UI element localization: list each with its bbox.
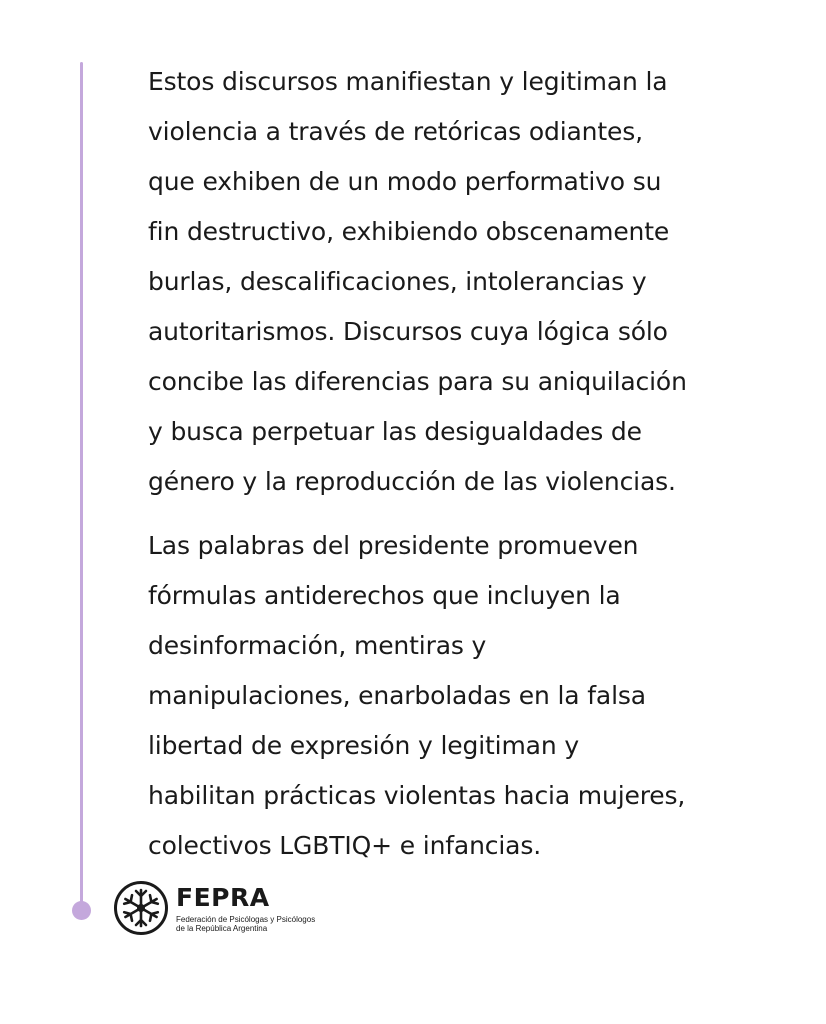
text-line: libertad de expresión y legitiman y bbox=[148, 731, 579, 760]
paragraph-2 bbox=[148, 521, 748, 871]
text-line: y busca perpetuar las desigualdades de bbox=[148, 417, 642, 446]
fepra-emblem-icon bbox=[113, 880, 169, 936]
text-line: fórmulas antiderechos que incluyen la bbox=[148, 581, 621, 610]
text-line: violencia a través de retóricas odiantes, bbox=[148, 117, 643, 146]
text-line: concibe las diferencias para su aniquilación bbox=[148, 367, 687, 396]
brand-subtitle-line-1: Federación de Psicólogas y Psicólogos bbox=[176, 914, 316, 924]
logo-text bbox=[176, 884, 315, 933]
text-line: habilitan prácticas violentas hacia mujeres, bbox=[148, 781, 686, 810]
text-line: burlas, descalificaciones, intolerancias y bbox=[148, 267, 647, 296]
text-line: manipulaciones, enarboladas en la falsa bbox=[148, 681, 646, 710]
accent-line bbox=[80, 62, 83, 910]
article-body bbox=[148, 57, 748, 871]
brand-name: FEPRA bbox=[176, 882, 270, 912]
brand-subtitle-line-2: de la República Argentina bbox=[176, 923, 268, 933]
text-line: colectivos LGBTIQ+ e infancias. bbox=[148, 831, 542, 860]
text-line: género y la reproducción de las violencias. bbox=[148, 467, 676, 496]
text-line: Las palabras del presidente promueven bbox=[148, 531, 639, 560]
paragraph-1 bbox=[148, 57, 748, 507]
text-line: autoritarismos. Discursos cuya lógica sólo bbox=[148, 317, 668, 346]
accent-dot bbox=[72, 901, 91, 920]
fepra-logo bbox=[113, 880, 315, 936]
text-line: fin destructivo, exhibiendo obscenamente bbox=[148, 217, 670, 246]
text-line: que exhiben de un modo performativo su bbox=[148, 167, 662, 196]
text-line: Estos discursos manifiestan y legitiman la bbox=[148, 67, 668, 96]
text-line: desinformación, mentiras y bbox=[148, 631, 487, 660]
